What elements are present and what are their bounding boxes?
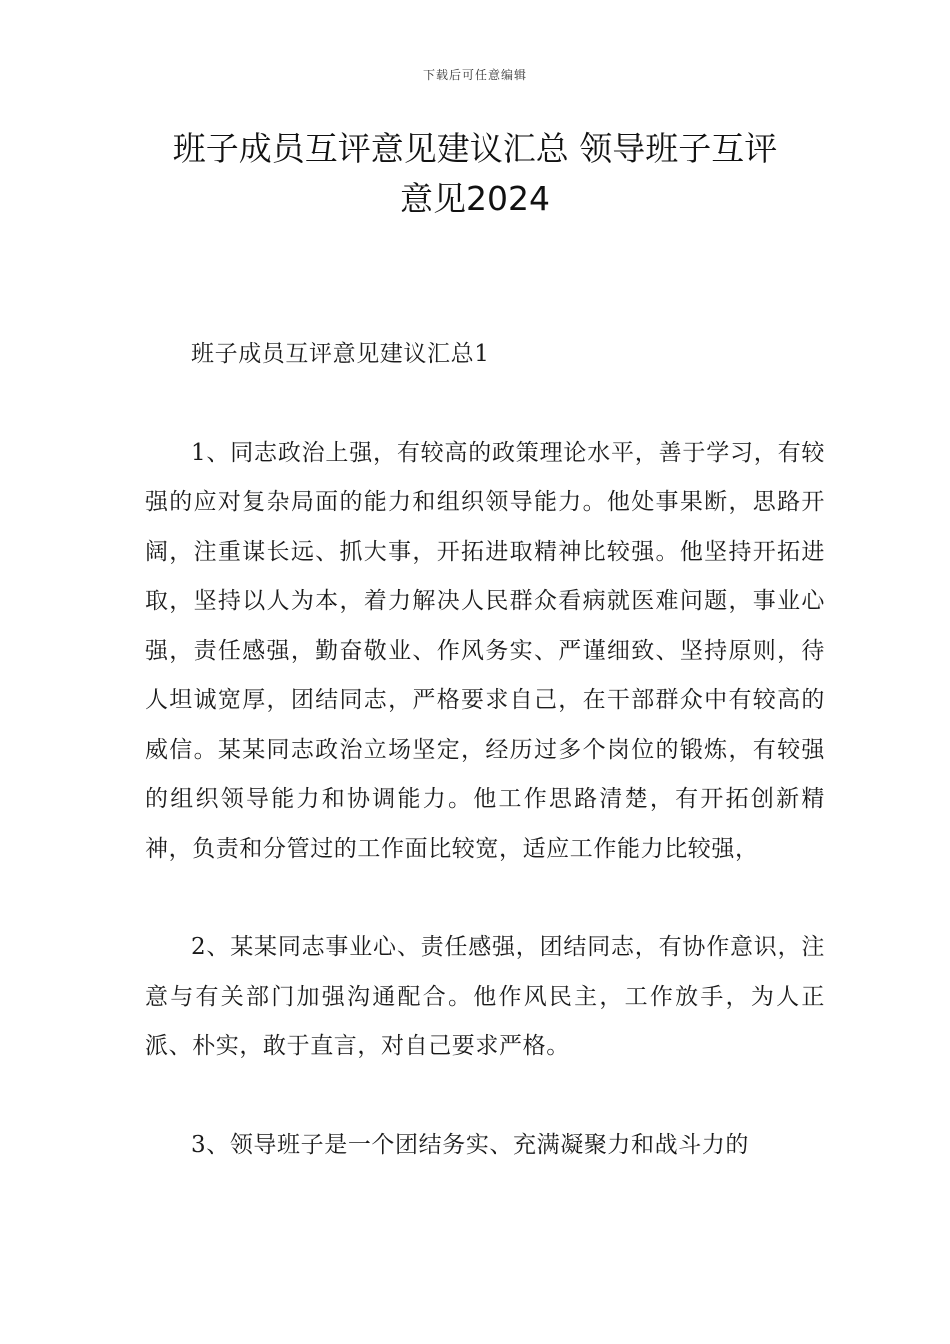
header-note: 下载后可任意编辑	[422, 68, 527, 82]
document-body	[145, 330, 825, 1170]
document-title	[120, 124, 830, 224]
title-line-2: 意见2024	[400, 179, 550, 218]
title-line-1: 班子成员互评意见建议汇总 领导班子互评	[172, 129, 778, 168]
paragraph-1: 1、同志政治上强，有较高的政策理论水平，善于学习，有较强的应对复杂局面的能力和组织领导能力。他处事果断，思路开阔，注重谋长远、抓大事，开拓进取精神比较强。他坚持开拓进取，坚持以人为本，着力解决人民群众看病就医难问题，事业心强，责任感强，勤奋敬业、作风务实、严谨细致、坚持原则，待人坦诚宽厚，团结同志，严格要求自己，在干部群众中有较高的威信。某某同志政治立场坚定，经历过多个岗位的锻炼，有较强的组织领导能力和协调能力。他工作思路清楚，有开拓创新精神，负责和分管过的工作面比较宽，适应工作能力比较强，	[145, 439, 825, 862]
paragraph-3: 3、领导班子是一个团结务实、充满凝聚力和战斗力的	[191, 1131, 750, 1158]
section-heading: 班子成员互评意见建议汇总1	[191, 341, 490, 367]
paragraph-2: 2、某某同志事业心、责任感强，团结同志，有协作意识，注意与有关部门加强沟通配合。他作风民主，工作放手，为人正派、朴实，敢于直言，对自己要求严格。	[145, 934, 825, 1059]
